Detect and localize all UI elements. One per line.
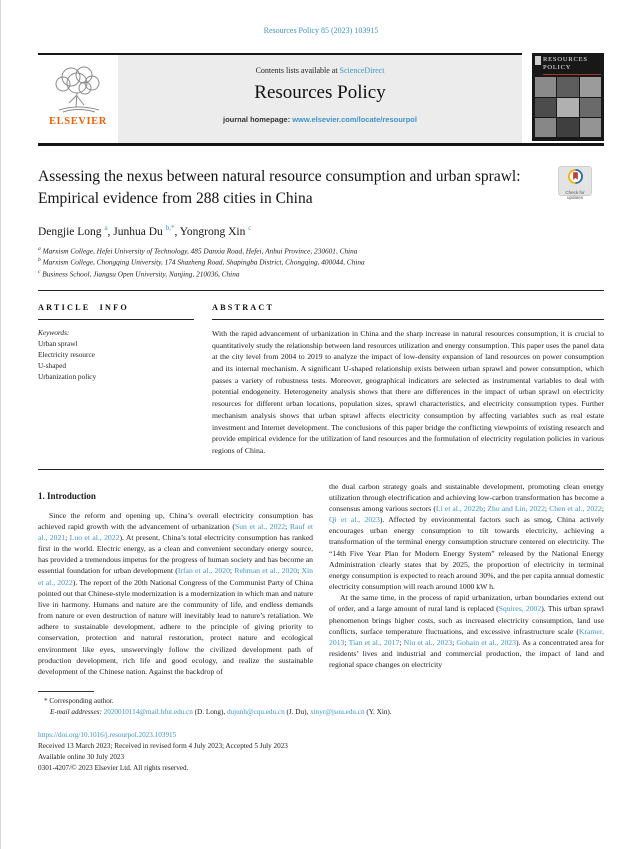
abstract-heading: ABSTRACT	[212, 303, 604, 320]
affiliation-b: $^b$ Marxism College, Chongqing University, 174 Shazheng Road, Shapingba District, Chongqing, 400044, China	[38, 257, 365, 267]
keyword-item: U-shaped	[38, 360, 66, 370]
homepage-line	[118, 115, 522, 124]
contents-line	[118, 66, 522, 75]
article-title: Assessing the nexus between natural resource consumption and urban sprawl: Empirical evidence from 288 cities in China	[38, 168, 521, 208]
intro-left-column	[38, 481, 313, 677]
citation-link[interactable]: Xin et al., 2022	[38, 566, 313, 587]
introduction-heading: 1. Introduction	[38, 490, 96, 501]
abstract-panel	[212, 303, 604, 457]
email-addresses-line: E-mail addresses: 2020010114@mail.hfut.edu.cn (D. Long), dujunh@cqu.edu.cn (J. Du), xinyr@jsou.edu.cn (Y. Xin).	[50, 707, 392, 716]
authors-line: Dengjie Long $^a$, Junhua Du $^{b,*}$, Yongrong Xin $^c$	[38, 223, 252, 238]
journal-title: Resources Policy	[254, 82, 386, 103]
crossmark-icon	[568, 169, 583, 184]
citation-link[interactable]: Irfan et al., 2020	[177, 566, 230, 576]
elsevier-wordmark: ELSEVIER	[49, 116, 107, 127]
article-footer	[38, 730, 604, 775]
article-info-heading: ARTICLE INFO	[38, 303, 194, 320]
citation-link[interactable]: Luo et al., 2022	[69, 532, 120, 542]
contents-prefix: Contents lists available at	[255, 66, 340, 75]
affiliations	[38, 245, 604, 280]
citation-link[interactable]: Zhu and Lin, 2022	[487, 503, 545, 513]
journal-citation-link[interactable]: Resources Policy 85 (2023) 103915	[263, 26, 379, 35]
article-info-panel	[38, 303, 194, 457]
homepage-prefix: journal homepage:	[223, 115, 293, 124]
cover-volume-badge	[535, 56, 541, 65]
abstract-text: With the rapid advancement of urbanization in China and the sharp increase in natural resources consumption, it is crucial to quantitatively study the relationship between land resources utilization and energy consumption. This paper uses the panel data at the city level from 2004 to 2019 to analyze the impact of low-density expansion of land resources on power consumption and its internal mechanism. A significant U-shaped relationship exists between urban sprawl and power consumption, which passes a variety of robustness tests. Moreover, geographical indicators are selected as instrumental variables to deal with potential endogeneity. Heterogeneity analysis shows that there are differences in the impact of urban sprawl on electricity resources for different urban locations, population sizes, sprawl characteristics, and electricity consumption types. Further mechanism analysis shows that urban sprawl affects electricity consumption by affecting variables such as real estate investment and Internet development. The conclusions of this paper bridge the conflicting viewpoints of existing research and provide empirical evidence for the utilization of land resources and the formulation of electricity regulation policies in various regions of China.	[212, 328, 604, 455]
citation-link[interactable]: Kramer, 2013	[329, 626, 604, 647]
cover-title: RESOURCES POLICY	[543, 56, 588, 72]
citation-link[interactable]: Chen et al., 2022	[549, 503, 602, 513]
keyword-item: Urban sprawl	[38, 338, 78, 348]
journal-masthead	[38, 53, 604, 143]
masthead-center	[118, 55, 522, 143]
keywords-list	[38, 328, 194, 383]
check-for-updates-label: Check for updates	[565, 190, 585, 201]
elsevier-tree-icon	[49, 63, 107, 115]
copyright-line: 0301-4207/© 2023 Elsevier Ltd. All rights reserved.	[38, 764, 189, 773]
corresponding-author-note: * Corresponding author.	[44, 697, 114, 705]
available-online: Available online 30 July 2023	[38, 752, 125, 761]
citation-link[interactable]: Gohain et al., 2023	[456, 637, 516, 647]
elsevier-logo[interactable]	[38, 55, 118, 143]
sciencedirect-link[interactable]: ScienceDirect	[339, 66, 385, 75]
cover-photo-grid	[535, 77, 601, 137]
check-for-updates-button[interactable]	[558, 166, 592, 201]
masthead-bottom-rule	[38, 143, 604, 146]
cover-accent-line	[543, 74, 601, 75]
citation-link[interactable]: Niu et al., 2023	[403, 637, 453, 647]
citation-link[interactable]: xinyr@jsou.edu.cn	[310, 707, 365, 716]
homepage-url-link[interactable]: www.elsevier.com/locate/resourpol	[292, 115, 417, 124]
footnote	[38, 696, 604, 718]
affiliation-a: $^a$ Marxism College, Hefei University of Technology, 485 Danxia Road, Hefei, Anhui Province, 230601, China	[38, 245, 358, 256]
citation-link[interactable]: Rehman et al., 2020	[234, 566, 298, 576]
affiliation-c: $^c$ Business School, Jiangsu Open University, Nanjing, 210036, China	[38, 269, 240, 279]
citation-link[interactable]: Tian et al., 2017	[348, 637, 400, 647]
keywords-label: Keywords:	[38, 327, 70, 337]
intro-paragraph-3: At the same time, in the process of rapid urbanization, urban boundaries extend out of order, and a large amount of rural land is replaced (Squires, 2002). This urban sprawl phenomenon brings higher costs, such as increased electricity consumption, land use conflicts, surface temperature fluctuations, and excessive infrastructure scale (Kramer, 2013; Tian et al., 2017; Niu et al., 2023; Gohain et al., 2023). As a concentrated area for residents’ lives and industrial and commercial production, the impact of land and regional space changes on electricity	[329, 593, 605, 670]
intro-right-column	[329, 481, 604, 677]
footnote-separator	[38, 691, 94, 692]
section-divider	[38, 469, 604, 470]
citation-link[interactable]: Squires, 2002	[498, 604, 542, 614]
intro-paragraph-1: Since the reform and opening up, China’s overall electricity consumption has achieved rapid growth with the advancement of urbanization (Sun et al., 2022; Rauf et al., 2021; Luo et al., 2022). At present, China’s total electricity consumption has ranked first in the world. Electric energy, as a clean and convenient secondary energy source, has provided a tremendous impetus for the progress of human society and has become an essential foundation for urban development (Irfan et al., 2020; Rehman et al., 2020; Xin et al., 2022). The report of the 20th National Congress of the Communist Party of China pointed out that Chinese-style modernization is a modernization in which man and nature live in harmony. Humans and nature are the community of life, and endless demands from nature or even destruction of nature will inevitably lead to nature’s retaliation. We adhere to sustainable development, adhere to the principle of giving priority to conservation, protection and natural restoration, protect nature and ecological environment like eyes, unswervingly follow the civilized development path of production development, rich life and good ecology, and realize the sustainable development of the Chinese nation. Against the backdrop of	[38, 510, 314, 676]
keyword-item: Electricity resource	[38, 349, 95, 359]
citation-link[interactable]: Li et al., 2022b	[435, 503, 484, 513]
keyword-item: Urbanization policy	[38, 371, 97, 381]
citation-link[interactable]: 2020010114@mail.hfut.edu.cn	[103, 707, 193, 716]
citation-link[interactable]: Sun et al., 2022	[234, 521, 286, 531]
intro-paragraph-2: the dual carbon strategy goals and sustainable development, promoting clean energy utilization through electrification and achieving low-carbon transformation has become a consensus among various sectors (Li et al., 2022b; Zhu and Lin, 2022; Chen et al., 2022; Qi et al., 2023). Affected by environmental factors such as smog, China actively encourages urban energy consumption to tilt towards electricity, achieving a transformation of the terminal energy consumption structure centered on electricity. The “14th Five Year Plan for Modern Energy System” released by the National Energy Administration clearly states that by 2025, the proportion of electricity in terminal energy consumption is expected to reach around 30%, and the per capita annual domestic electricity consumption will reach around 1000 kW h.	[329, 481, 604, 592]
doi-link[interactable]: https://doi.org/10.1016/j.resourpol.2023.103915	[38, 730, 177, 739]
citation-link[interactable]: Qi et al., 2023	[329, 515, 380, 525]
received-dates: Received 13 March 2023; Received in revised form 4 July 2023; Accepted 5 July 2023	[38, 741, 288, 750]
citation-link[interactable]: dujunh@cqu.edu.cn	[226, 707, 285, 716]
masthead-left-group	[38, 53, 522, 143]
citation-link[interactable]: Rauf et al., 2021	[38, 521, 314, 542]
journal-cover-thumbnail[interactable]	[532, 53, 604, 141]
